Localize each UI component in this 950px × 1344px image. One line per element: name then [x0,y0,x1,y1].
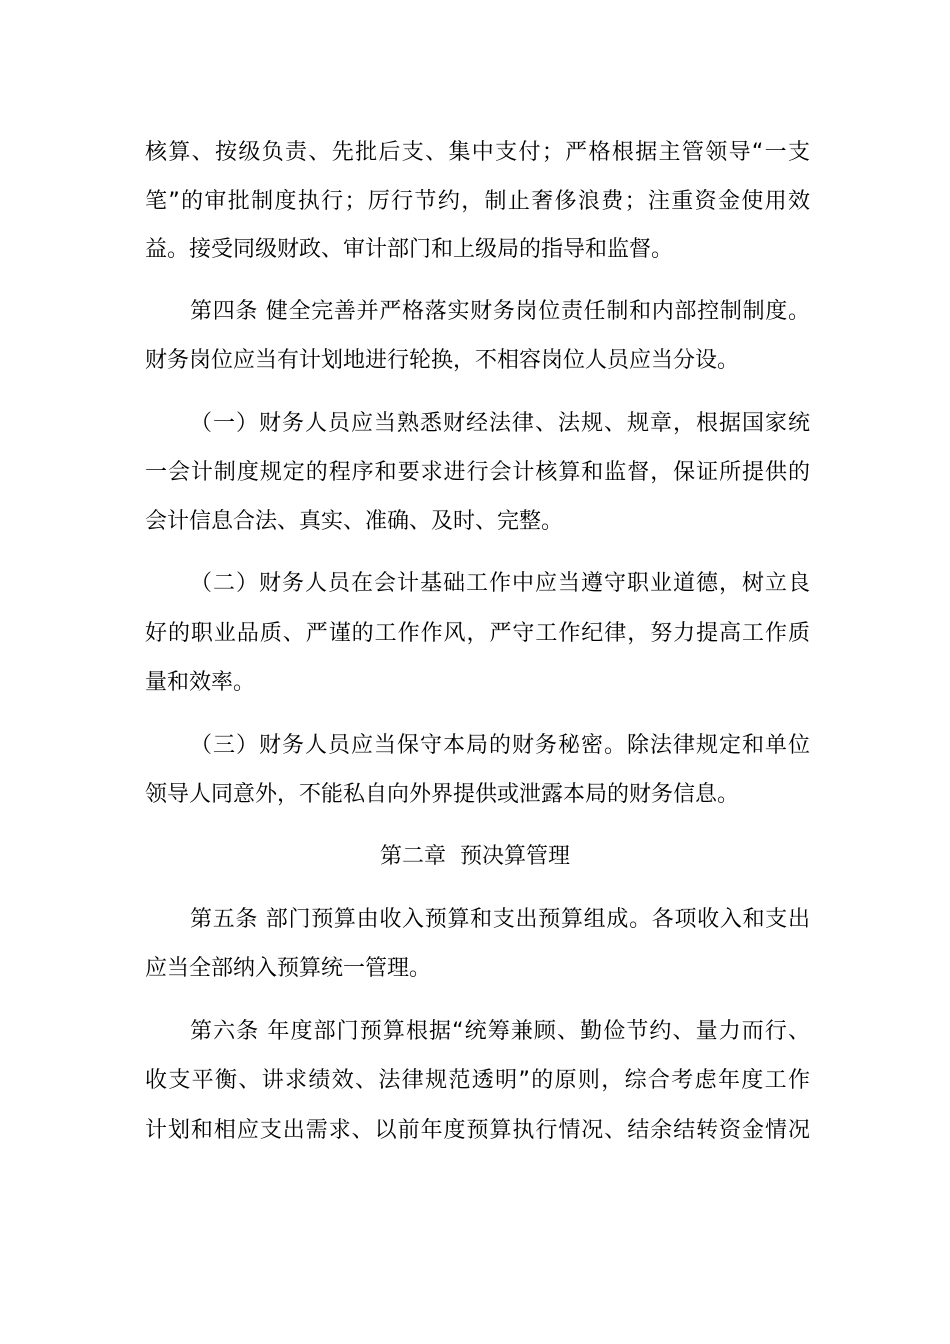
article-4-line-1: 第四条 健全完善并严格落实财务岗位责任制和内部控制制度。 [190,299,810,324]
item-1-line-3: 会计信息合法、真实、准确、及时、完整。 [145,509,564,534]
article-4-line-2: 财务岗位应当有计划地进行轮换，不相容岗位人员应当分设。 [145,348,740,373]
item-2-line-3: 量和效率。 [145,670,256,695]
paragraph-1-line-2: 笔”的审批制度执行；厉行节约，制止奢侈浪费；注重资金使用效 [145,189,810,214]
item-3-line-2: 领导人同意外，不能私自向外界提供或泄露本局的财务信息。 [145,782,740,807]
item-3-line-1: （三）财务人员应当保守本局的财务秘密。除法律规定和单位 [190,733,810,758]
article-6-line-1: 第六条 年度部门预算根据“统筹兼顾、勤俭节约、量力而行、 [190,1019,810,1044]
paragraph-1-line-3: 益。接受同级财政、审计部门和上级局的指导和监督。 [145,237,674,262]
article-6-line-2: 收支平衡、讲求绩效、法律规范透明”的原则，综合考虑年度工作 [145,1068,810,1093]
item-1-line-2: 一会计制度规定的程序和要求进行会计核算和监督，保证所提供的 [145,460,810,485]
article-6-line-3: 计划和相应支出需求、以前年度预算执行情况、结余结转资金情况 [145,1118,810,1143]
paragraph-1-line-1: 核算、按级负责、先批后支、集中支付；严格根据主管领导“一支 [145,140,810,165]
item-2-line-2: 好的职业品质、严谨的工作作风，严守工作纪律，努力提高工作质 [145,621,810,646]
item-1-line-1: （一）财务人员应当熟悉财经法律、法规、规章，根据国家统 [190,411,810,436]
article-5-line-2: 应当全部纳入预算统一管理。 [145,956,432,981]
item-2-line-1: （二）财务人员在会计基础工作中应当遵守职业道德，树立良 [190,571,810,596]
chapter-heading: 第二章 预决算管理 [380,844,570,869]
article-5-line-1: 第五条 部门预算由收入预算和支出预算组成。各项收入和支出 [190,907,810,932]
